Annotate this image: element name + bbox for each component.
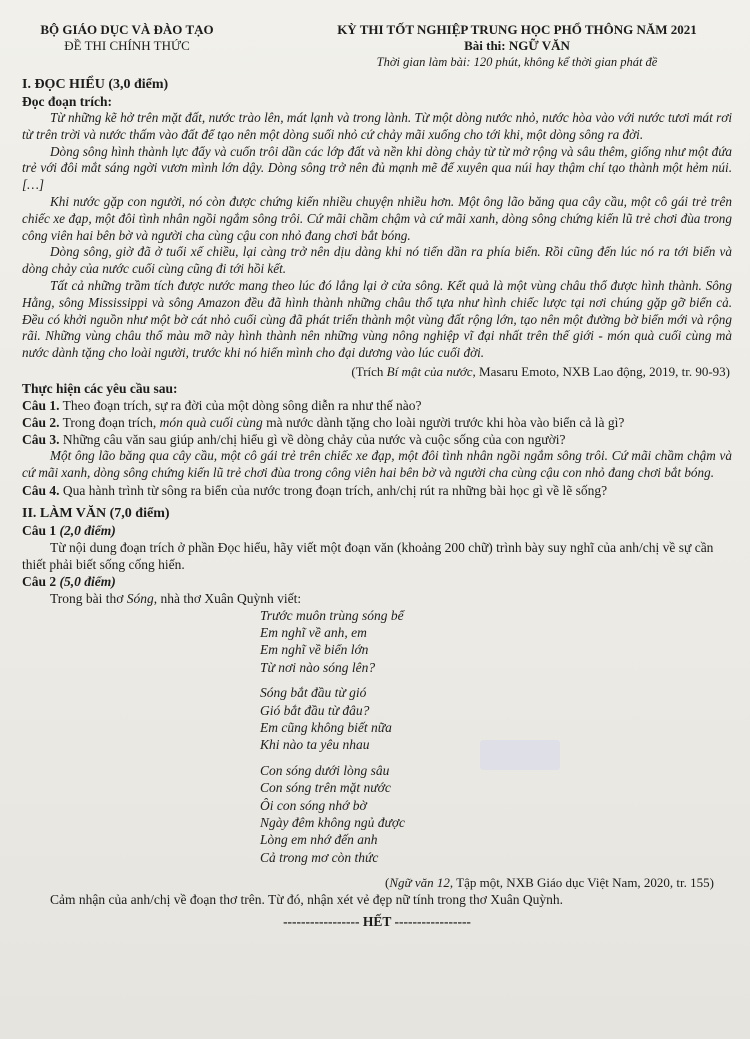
- official-label: ĐỀ THI CHÍNH THỨC: [64, 38, 190, 53]
- part2-title: II. LÀM VĂN (7,0 điểm): [22, 505, 170, 521]
- passage-paragraph: Dòng sông, giờ đã ở tuổi xế chiều, lại càng trở nên dịu dàng khi nó tiến dần ra phía biển. Rồi cũng đến lúc nó ra tới biển và dòng chảy của nước cuối cùng cũng đi tới hồi kết.: [22, 244, 732, 277]
- end-marker: ----------------- HẾT -----------------: [283, 914, 471, 930]
- poem-line: Khi nào ta yêu nhau: [260, 737, 370, 753]
- poem-stanza: [260, 762, 732, 866]
- poem-line: Trước muôn trùng sóng bể: [260, 607, 404, 623]
- essay-1-heading: Câu 1 (2,0 điểm): [22, 522, 116, 538]
- poem-line: Cả trong mơ còn thức: [260, 849, 379, 865]
- essay-1-prompt: Từ nội dung đoạn trích ở phần Đọc hiểu, hãy viết một đoạn văn (khoảng 200 chữ) trình bày suy nghĩ của anh/chị về sự cần thiết phải biết sống cống hiến.: [22, 539, 714, 572]
- passage-paragraph: Tất cả những trầm tích được nước mang theo lúc đó lắng lại ở cửa sông. Kết quả là một vùng châu thổ được hình thành. Sông Hằng, sông Mississippi và sông Amazon đều đã hình thành những châu thổ tựa như hình chiếc lược tại nơi chúng gặp gỡ biển cả. Đều có khởi nguồn như một bờ cát nhỏ cuối cùng đã phát triển thành một vùng đất rộng lớn, tạo nên một đường bờ biển mới và rộng rãi. Những vùng châu thổ màu mỡ này hình thành nên những vùng nông nghiệp vĩ đại nhất trên thế giới - món quà cuối cùng mà nước dành tặng cho loài người, trước khi nó hiến mình cho đại dương vào lúc cuối đời.: [22, 277, 732, 361]
- poem-line: Lòng em nhớ đến anh: [260, 832, 378, 848]
- header-right: [302, 22, 732, 70]
- final-prompt: Cảm nhận của anh/chị về đoạn thơ trên. Từ đó, nhận xét vẻ đẹp nữ tính trong thơ Xuân Quỳnh.: [50, 892, 564, 908]
- passage-paragraph: Dòng sông hình thành lực đẩy và cuốn trôi dần các lớp đất và nền khi dòng chảy từ từ mở rộng và sâu thêm, giống như một đứa trẻ với đôi mắt sáng ngời vươn mình lớn dậy. Dòng sông trở nên đủ mạnh mẽ để xuyên qua núi hay thậm chí tạo thành một hẻm núi.[…]: [22, 143, 732, 193]
- passage-paragraph: Từ những kẽ hở trên mặt đất, nước trào lên, mát lạnh và trong lành. Từ một dòng nước nhỏ, nước hòa vào với nước tươi mát rơi từ trên trời và nước thấm vào đất để tạo nên một dòng suối nhỏ cứ chảy mãi xuống cho tới khi, một dòng sông ra đời.: [22, 110, 732, 142]
- header-left: [22, 22, 232, 70]
- poem-line: Em nghĩ về biển lớn: [260, 642, 369, 658]
- question-2: Câu 2. Trong đoạn trích, món quà cuối cùng mà nước dành tặng cho loài người trước khi hòa vào biển cả là gì?: [22, 414, 625, 430]
- question-3-quote: Một ông lão băng qua cây cầu, một cô gái trẻ trên chiếc xe đạp, một đôi tình nhân ngồi ngắm sông trôi. Cứ mãi chầm chậm và cứ mãi xanh, dòng sông chứng kiến lũ trẻ chơi đùa trong công viên hai bên bờ và người cha cùng cậu con nhỏ đang chơi bắt bóng.: [22, 447, 732, 480]
- ministry-name: BỘ GIÁO DỤC VÀ ĐÀO TẠO: [40, 22, 214, 37]
- essay-2-heading: Câu 2 (5,0 điểm): [22, 573, 116, 589]
- poem-line: Ôi con sóng nhớ bờ: [260, 797, 367, 813]
- subject-label: Bài thi: NGỮ VĂN: [464, 38, 570, 53]
- time-label: Thời gian làm bài: 120 phút, không kể thời gian phát đề: [376, 55, 658, 69]
- essay-2-prompt: Trong bài thơ Sóng, nhà thơ Xuân Quỳnh viết:: [50, 590, 302, 606]
- poem-line: Em nghĩ về anh, em: [260, 624, 367, 640]
- exam-header: [22, 22, 732, 70]
- question-3: Câu 3. Những câu văn sau giúp anh/chị hiểu gì về dòng chảy của nước và cuộc sống của con người?: [22, 431, 566, 447]
- passage-paragraph: Khi nước gặp con người, nó còn được chứng kiến nhiều chuyện nhiều hơn. Một ông lão băng qua cây cầu, một cô gái trẻ trên chiếc xe đạp, một đôi tình nhân ngồi ngắm sông trôi. Cứ mãi chầm chậm và cứ mãi xanh, dòng sông chứng kiến lũ trẻ chơi đùa trong công viên hai bên bờ và người cha cùng cậu con nhỏ đang chơi bắt bóng.: [22, 193, 732, 243]
- question-1: Câu 1. Theo đoạn trích, sự ra đời của một dòng sông diễn ra như thế nào?: [22, 397, 422, 413]
- passage-source: (Trích Bí mật của nước, Masaru Emoto, NXB Lao động, 2019, tr. 90-93): [351, 363, 730, 379]
- exam-title: KỲ THI TỐT NGHIỆP TRUNG HỌC PHỔ THÔNG NĂM 2021: [337, 22, 697, 37]
- poem-source: (Ngữ văn 12, Tập một, NXB Giáo dục Việt Nam, 2020, tr. 155): [384, 875, 714, 891]
- read-label: Đọc đoạn trích:: [22, 94, 112, 109]
- poem-line: Từ nơi nào sóng lên?: [260, 659, 376, 675]
- poem-line: Con sóng dưới lòng sâu: [260, 762, 390, 778]
- poem-line: Con sóng trên mặt nước: [260, 780, 391, 796]
- poem-line: Em cũng không biết nữa: [260, 719, 392, 735]
- question-4: Câu 4. Qua hành trình từ sông ra biển của nước trong đoạn trích, anh/chị rút ra những bài học gì về lẽ sống?: [22, 482, 608, 498]
- poem-excerpt: [260, 607, 732, 867]
- poem-stanza: [260, 607, 732, 677]
- task-label: Thực hiện các yêu cầu sau:: [22, 380, 178, 396]
- part1-title: I. ĐỌC HIỂU (3,0 điểm): [22, 77, 169, 92]
- poem-line: Gió bắt đầu từ đâu?: [260, 702, 370, 718]
- poem-line: Sóng bắt đầu từ gió: [260, 685, 367, 701]
- blurred-area: [480, 740, 560, 770]
- poem-line: Ngày đêm không ngủ được: [260, 815, 406, 831]
